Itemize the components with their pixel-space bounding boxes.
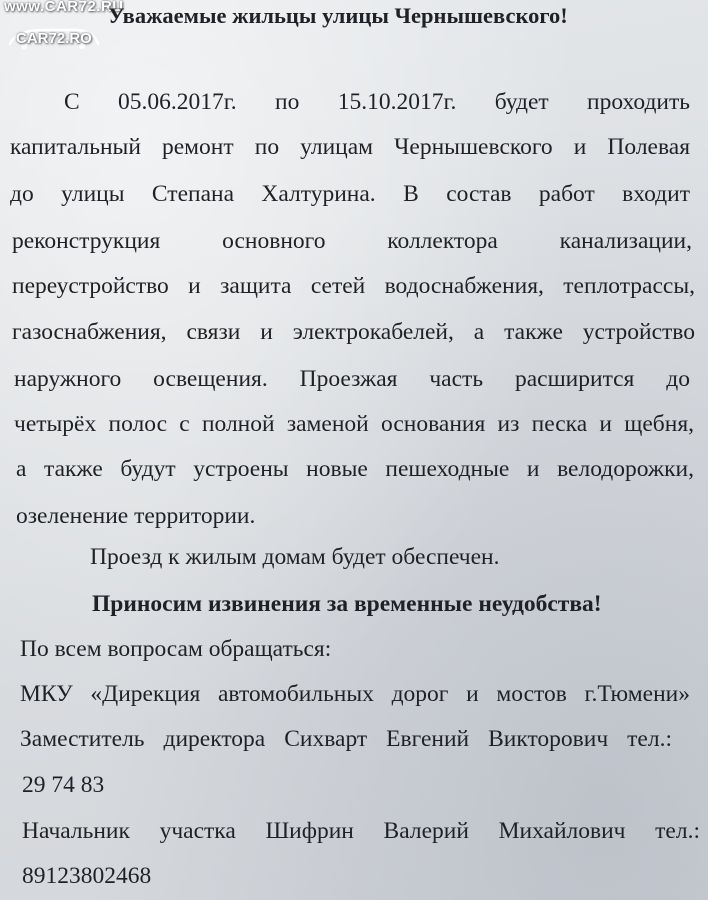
access-note: Проезд к жилым домам будет обеспечен. bbox=[90, 544, 500, 570]
organization-name: МКУ «Дирекция автомобильных дорог и мостов г.Тюмени» bbox=[20, 681, 690, 707]
apology-line: Приносим извинения за временные неудобства! bbox=[92, 591, 602, 617]
notice-title: Уважаемые жильцы улицы Чернышевского! bbox=[108, 3, 568, 28]
site-chief-line: Начальник участка Шифрин Валерий Михайлович тел.: bbox=[22, 818, 700, 844]
watermark-logo-text: CAR72.RO bbox=[16, 30, 92, 47]
contacts-intro: По всем вопросам обращаться: bbox=[20, 636, 332, 662]
body-line: реконструкция основного коллектора канализации, bbox=[12, 228, 692, 254]
body-line: до улицы Степана Халтурина. В состав работ входит bbox=[10, 181, 690, 207]
body-line: переустройство и защита сетей водоснабжения, теплотрассы, bbox=[12, 273, 695, 299]
deputy-director-line: Заместитель директора Сихварт Евгений Викторович тел.: bbox=[20, 726, 672, 752]
deputy-phone: 29 74 83 bbox=[22, 772, 105, 798]
watermark-site-url: www.CAR72.RU bbox=[4, 0, 124, 15]
body-line: газоснабжения, связи и электрокабелей, а также устройство bbox=[12, 319, 695, 345]
body-line: С 05.06.2017г. по 15.10.2017г. будет проходить bbox=[64, 89, 690, 115]
body-line: наружного освещения. Проезжая часть расширится до bbox=[14, 366, 690, 392]
body-line: капитальный ремонт по улицам Чернышевского и Полевая bbox=[10, 134, 690, 160]
body-line: озеленение территории. bbox=[16, 503, 256, 529]
body-line: а также будут устроены новые пешеходные и велодорожки, bbox=[16, 456, 694, 482]
body-line: четырёх полос с полной заменой основания из песка и щебня, bbox=[14, 411, 694, 437]
site-chief-phone: 89123802468 bbox=[22, 863, 152, 889]
